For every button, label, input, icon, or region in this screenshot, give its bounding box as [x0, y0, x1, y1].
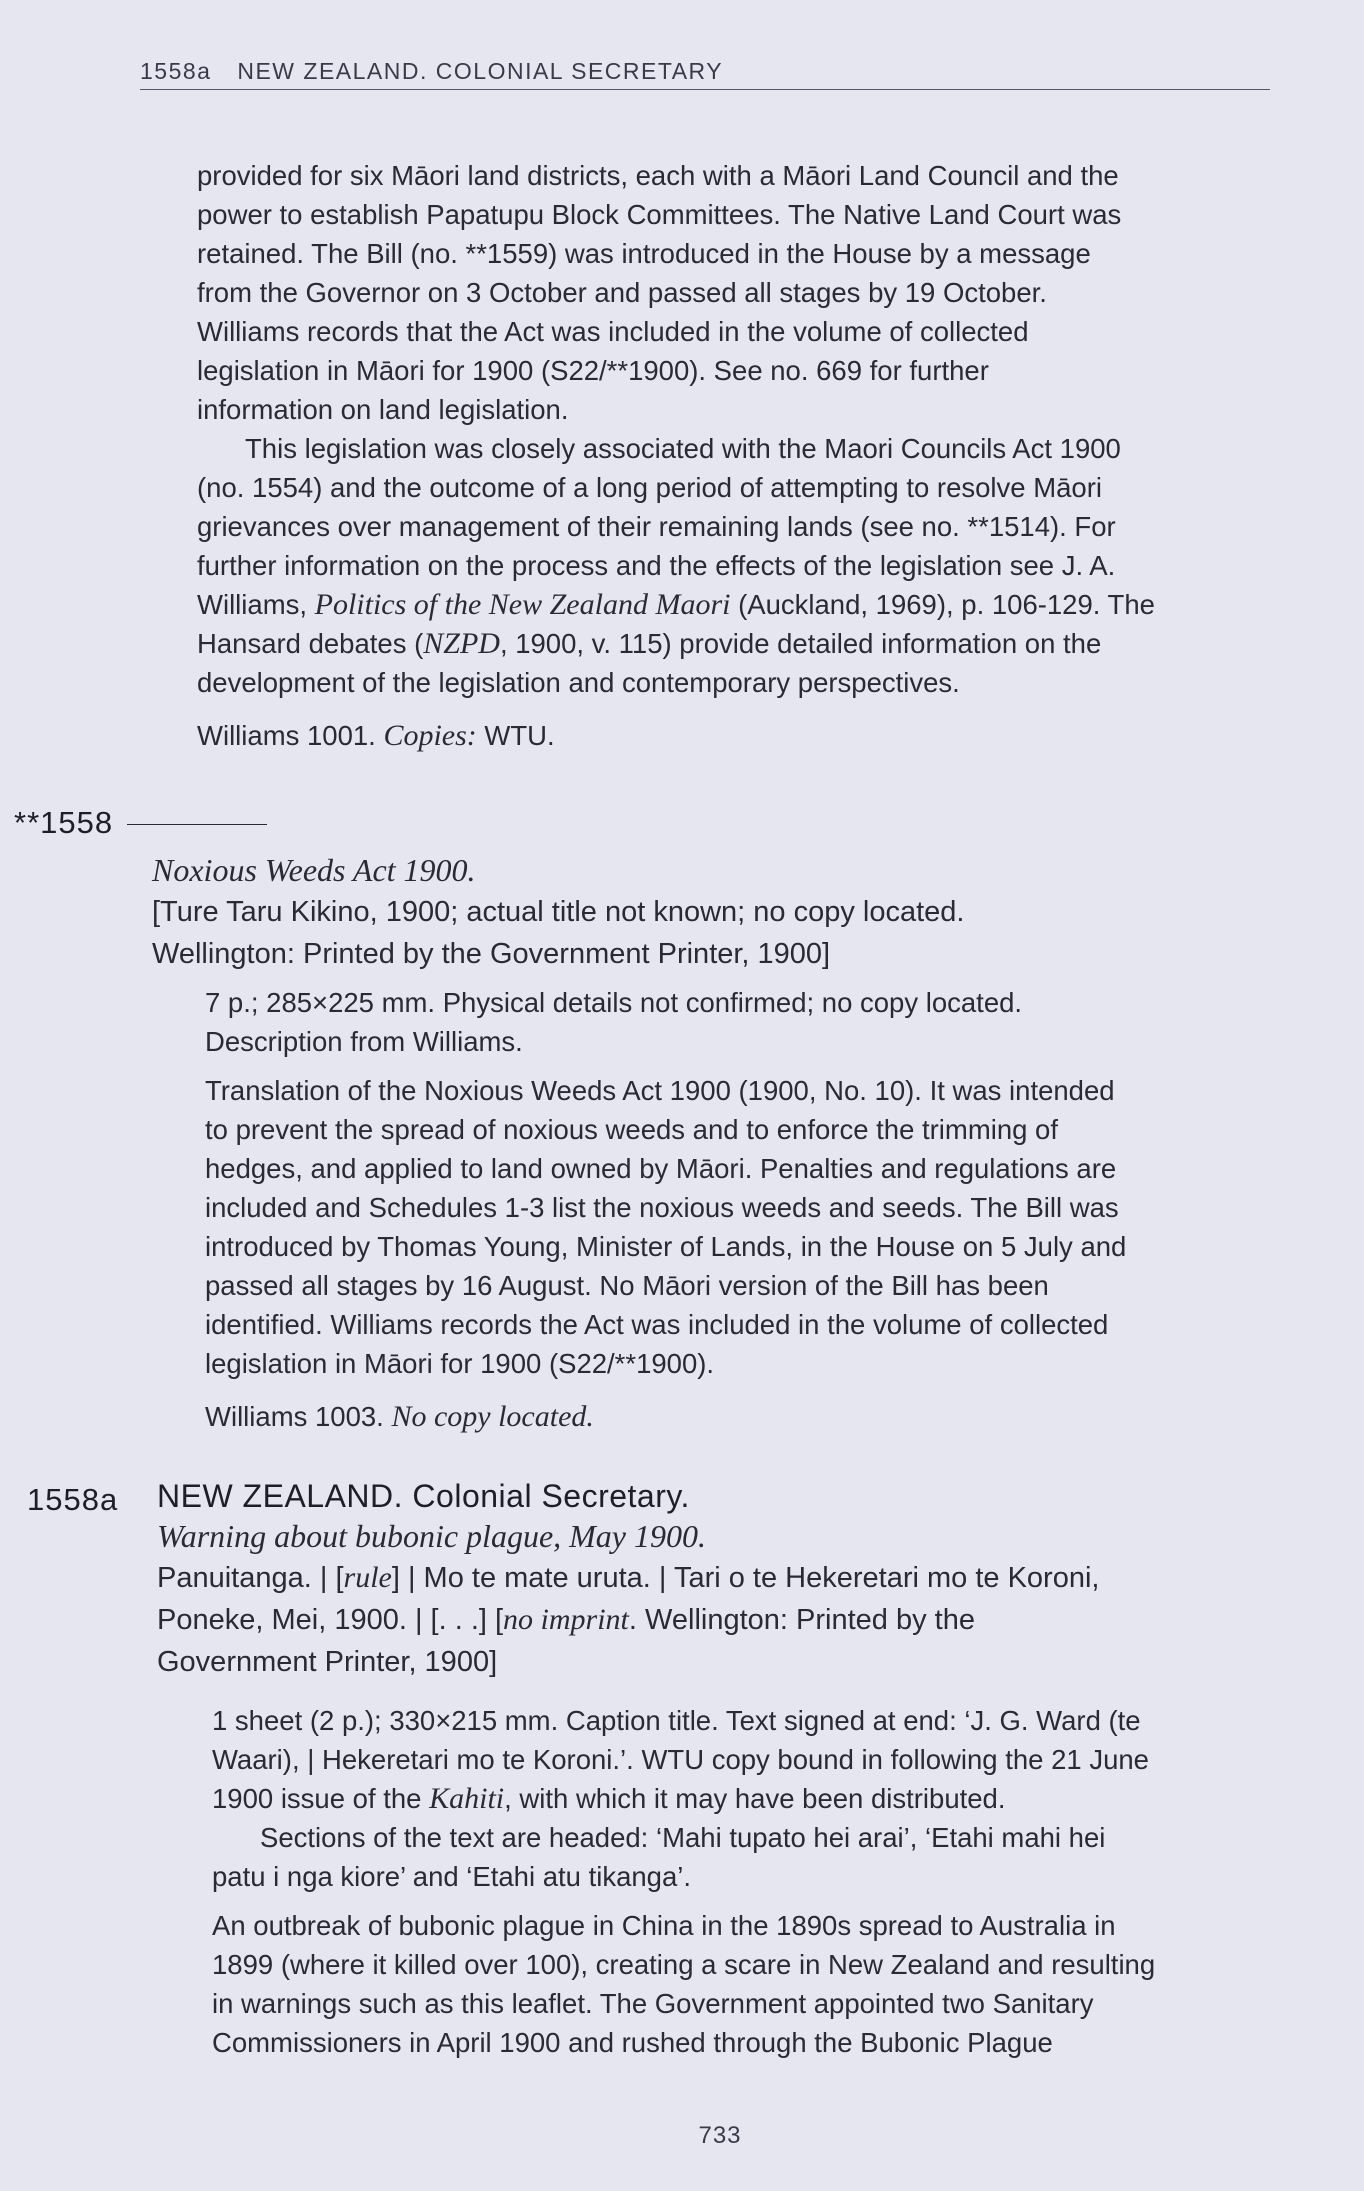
text-line: power to establish Papatupu Block Committees. The Native Land Court was [197, 199, 1122, 230]
text-line: Sections of the text are headed: ‘Mahi tupato hei arai’, ‘Etahi mahi hei [260, 1822, 1106, 1853]
text-line: in warnings such as this leaflet. The Government appointed two Sanitary [212, 1988, 1094, 2019]
entry-number-1558: **1558 [14, 805, 267, 841]
text-line: 7 p.; 285×225 mm. Physical details not confirmed; no copy located. [205, 987, 1023, 1018]
page-number: 733 [698, 2122, 742, 2149]
text-line: An outbreak of bubonic plague in China in the 1890s spread to Australia in [212, 1910, 1116, 1941]
imprint-line: Panuitanga. | [rule] | Mo te mate uruta. | Tari o te Hekeretari mo te Koroni, [157, 1561, 1100, 1594]
reference-line: Williams 1003. No copy located. [205, 1400, 594, 1433]
text-line: Waari), | Hekeretari mo te Koroni.’. WTU copy bound in following the 21 June [212, 1744, 1149, 1775]
entry-number-1558a: 1558a [27, 1482, 119, 1517]
reference-line: Williams 1001. Copies: WTU. [197, 719, 555, 752]
text-line: Commissioners in April 1900 and rushed through the Bubonic Plague [212, 2027, 1053, 2058]
text-line: to prevent the spread of noxious weeds and to enforce the trimming of [205, 1114, 1058, 1145]
text-line: further information on the process and the effects of the legislation see J. A. [197, 550, 1116, 581]
imprint-line: Wellington: Printed by the Government Printer, 1900] [152, 938, 831, 970]
text-line: (no. 1554) and the outcome of a long period of attempting to resolve Māori [197, 472, 1102, 503]
text-line: identified. Williams records the Act was included in the volume of collected [205, 1309, 1109, 1340]
text-line: Translation of the Noxious Weeds Act 1900 (1900, No. 10). It was intended [205, 1075, 1115, 1106]
dash-rule [127, 824, 267, 825]
entry-heading: NEW ZEALAND. Colonial Secretary. [157, 1478, 690, 1514]
text-line: information on land legislation. [197, 394, 569, 425]
entry-title: Noxious Weeds Act 1900. [152, 852, 476, 888]
book-title: Politics of the New Zealand Maori [314, 588, 731, 621]
text-line: Hansard debates (NZPD, 1900, v. 115) provide detailed information on the [197, 627, 1102, 660]
text-line: Williams, Politics of the New Zealand Maori (Auckland, 1969), p. 106-129. The [197, 588, 1155, 621]
text-line: development of the legislation and contemporary perspectives. [197, 667, 960, 698]
text-line: hedges, and applied to land owned by Māori. Penalties and regulations are [205, 1153, 1117, 1184]
journal-abbrev: NZPD [423, 627, 500, 660]
entry-1558 [152, 849, 1272, 975]
text-line: retained. The Bill (no. **1559) was introduced in the House by a message [197, 238, 1091, 269]
entry-1558a [157, 1478, 1277, 1683]
entry-1558-details [205, 983, 1275, 1436]
text-line: patu i nga kiore’ and ‘Etahi atu tikanga’. [212, 1861, 692, 1892]
continuation-text [197, 156, 1270, 755]
text-line: 1 sheet (2 p.); 330×215 mm. Caption title. Text signed at end: ‘J. G. Ward (te [212, 1705, 1141, 1736]
imprint-line: Poneke, Mei, 1900. | [. . .] [no imprint. Wellington: Printed by the [157, 1603, 975, 1636]
entry-1558a-details [212, 1701, 1282, 2062]
text-line: Description from Williams. [205, 1026, 523, 1057]
text-line: provided for six Māori land districts, each with a Māori Land Council and the [197, 160, 1119, 191]
text-line: Williams records that the Act was included in the volume of collected [197, 316, 1029, 347]
running-head [140, 58, 1270, 90]
text-line: included and Schedules 1-3 list the noxious weeds and seeds. The Bill was [205, 1192, 1119, 1223]
text-line: from the Governor on 3 October and passed all stages by 19 October. [197, 277, 1047, 308]
text-line: 1900 issue of the Kahiti, with which it may have been distributed. [212, 1782, 1006, 1815]
imprint-line: [Ture Taru Kikino, 1900; actual title not known; no copy located. [152, 896, 965, 928]
text-line: legislation in Māori for 1900 (S22/**1900). [205, 1348, 715, 1379]
text-line: grievances over management of their remaining lands (see no. **1514). For [197, 511, 1116, 542]
text-line: passed all stages by 16 August. No Māori version of the Bill has been [205, 1270, 1049, 1301]
running-head-number: 1558a [140, 58, 212, 84]
text-line: legislation in Māori for 1900 (S22/**1900). See no. 669 for further [197, 355, 989, 386]
text-line: This legislation was closely associated with the Maori Councils Act 1900 [245, 433, 1121, 464]
text-line: 1899 (where it killed over 100), creating a scare in New Zealand and resulting [212, 1949, 1156, 1980]
text-line: introduced by Thomas Young, Minister of Lands, in the House on 5 July and [205, 1231, 1127, 1262]
entry-title: Warning about bubonic plague, May 1900. [157, 1518, 706, 1554]
running-head-title: NEW ZEALAND. COLONIAL SECRETARY [237, 58, 724, 84]
imprint-line: Government Printer, 1900] [157, 1646, 498, 1678]
